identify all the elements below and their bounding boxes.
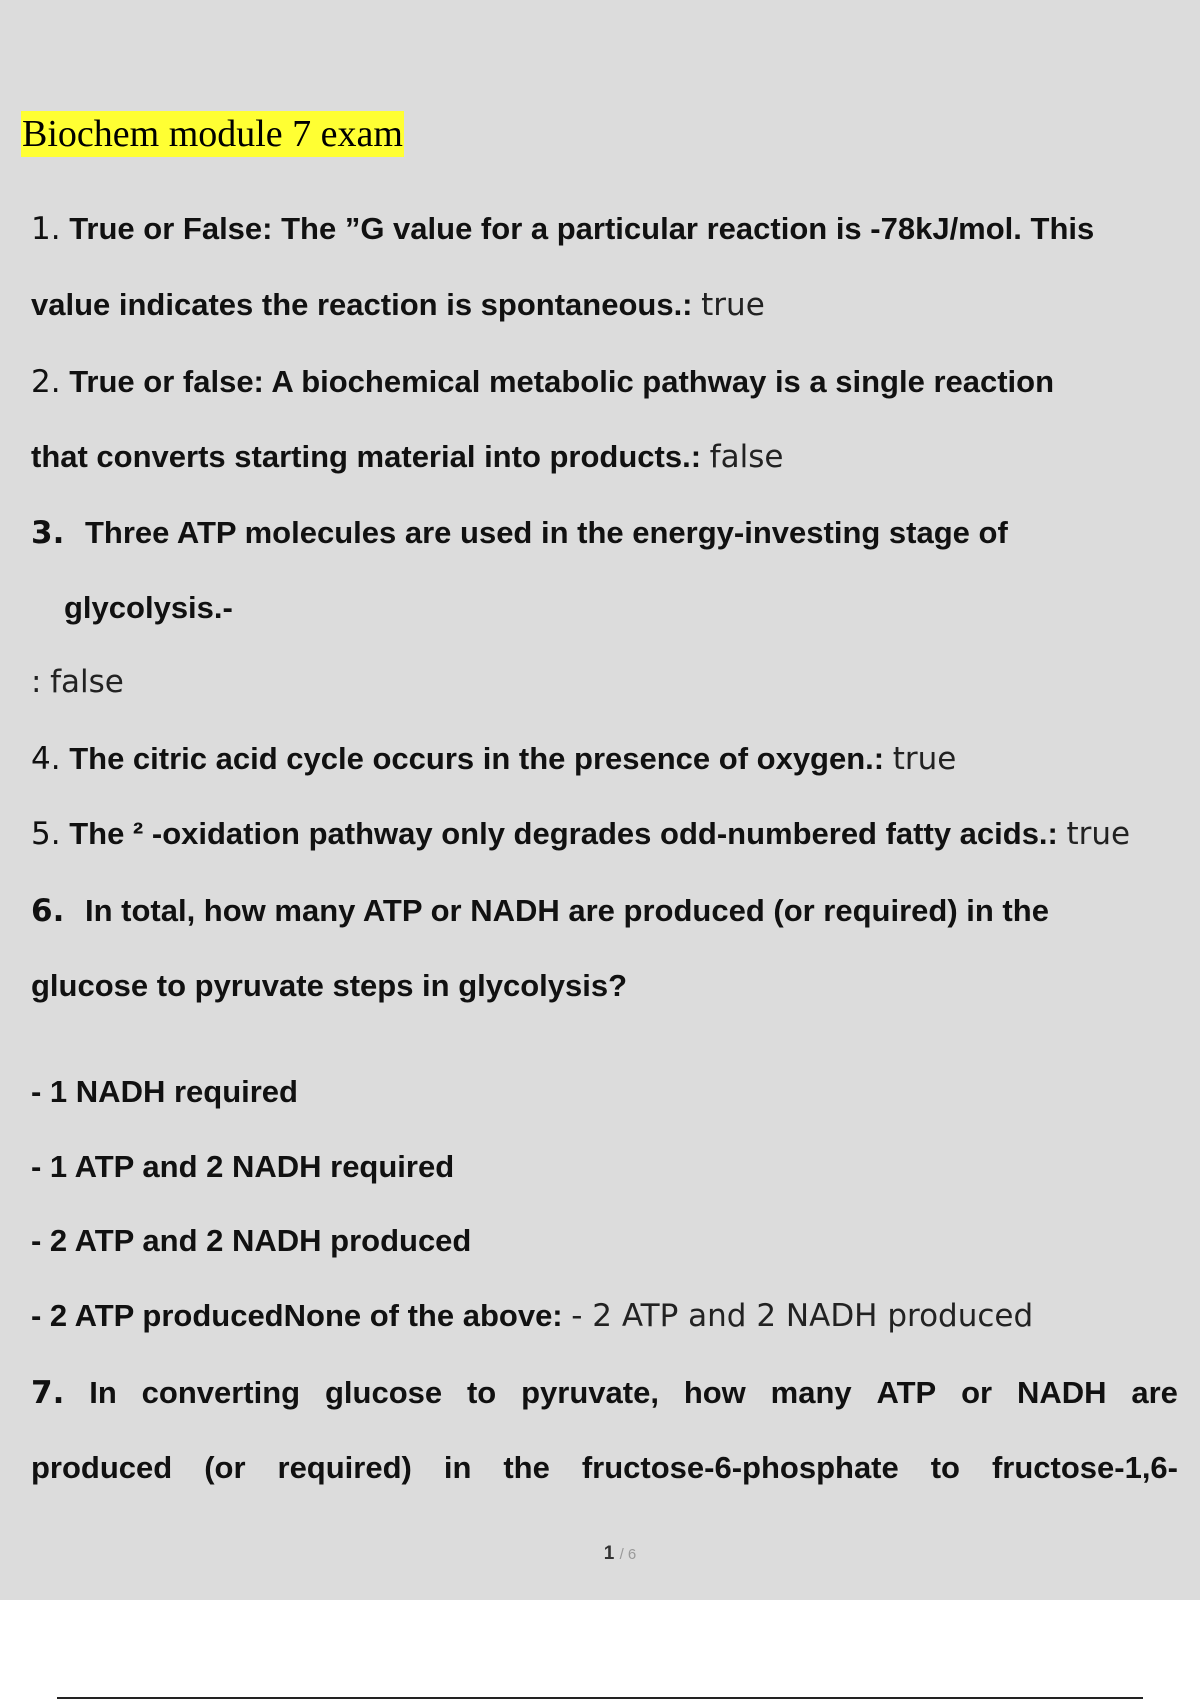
option-text: - 2 ATP producedNone of the above:	[31, 1298, 563, 1333]
question-5-answer: true	[1066, 816, 1131, 852]
q7-word: to	[466, 1375, 497, 1410]
question-2-text-2: that converts starting material into products.:	[31, 439, 702, 474]
question-7-number: 7.	[31, 1375, 65, 1411]
q7-word: how	[683, 1375, 746, 1410]
question-6-number: 6.	[31, 893, 65, 929]
q7-word: or	[961, 1375, 993, 1410]
question-2-line-2	[31, 439, 783, 475]
q7-word: (or	[204, 1450, 246, 1485]
q7-word: NADH	[1016, 1375, 1107, 1410]
question-6-line-2	[31, 968, 627, 1004]
q7-word: in	[443, 1450, 472, 1485]
document-title: Biochem module 7 exam	[22, 113, 403, 155]
q7-word: required)	[277, 1450, 412, 1485]
question-5-text: The ² -oxidation pathway only degrades odd-numbered fatty acids.:	[69, 816, 1058, 851]
q7-word: are	[1131, 1375, 1178, 1410]
question-2-line-1	[31, 364, 1054, 400]
question-7-line-1	[31, 1375, 1178, 1411]
question-4-number: 4.	[31, 741, 61, 777]
q7-word: produced	[31, 1450, 173, 1485]
question-6-option-3	[31, 1223, 471, 1259]
page-current: 1	[603, 1543, 615, 1564]
question-2-answer: false	[709, 439, 784, 475]
question-3-colon: :	[31, 664, 42, 700]
question-1-line-1	[31, 211, 1094, 247]
question-5-number: 5.	[31, 816, 61, 852]
q7-word: many	[770, 1375, 852, 1410]
question-2-text-1: True or false: A biochemical metabolic pathway is a single reaction	[69, 364, 1055, 399]
option-text: - 1 ATP and 2 NADH required	[31, 1149, 455, 1184]
question-3-answer: false	[50, 664, 124, 700]
question-4-answer: true	[892, 741, 957, 777]
question-1-number: 1.	[31, 211, 61, 247]
q7-word: converting	[141, 1375, 301, 1410]
q7-word: In	[89, 1375, 117, 1410]
question-3-text-1: Three ATP molecules are used in the energy-investing stage of	[84, 515, 1008, 550]
question-6-option-2	[31, 1149, 454, 1185]
option-text: - 1 NADH required	[31, 1074, 298, 1109]
question-6-option-1	[31, 1074, 298, 1110]
q7-word: glucose	[324, 1375, 443, 1410]
question-2-number: 2.	[31, 364, 61, 400]
question-1-text-2: value indicates the reaction is spontaneous.:	[31, 287, 693, 322]
question-1-answer: true	[701, 287, 765, 323]
question-6-answer: - 2 ATP and 2 NADH produced	[571, 1298, 1034, 1334]
q7-word: pyruvate,	[521, 1375, 659, 1410]
q7-word: fructose-1,6-	[991, 1450, 1178, 1485]
question-3-line-3	[31, 664, 124, 700]
question-6-option-4	[31, 1298, 1033, 1334]
question-3-number: 3.	[31, 515, 65, 551]
q7-word: fructose-6-phosphate	[581, 1450, 899, 1485]
question-5	[31, 816, 1130, 852]
question-7-line-2	[31, 1450, 1178, 1486]
question-4	[31, 741, 956, 777]
question-4-text: The citric acid cycle occurs in the presence of oxygen.:	[69, 741, 885, 776]
option-text: - 2 ATP and 2 NADH produced	[31, 1223, 472, 1258]
page-total: / 6	[619, 1546, 637, 1563]
footer-divider	[57, 1697, 1143, 1699]
page-indicator	[0, 1543, 1200, 1565]
question-6-text-2: glucose to pyruvate steps in glycolysis?	[31, 968, 628, 1003]
q7-word: the	[503, 1450, 550, 1485]
question-1-line-2	[31, 287, 765, 323]
question-3-line-2	[64, 590, 233, 626]
q7-word: to	[930, 1450, 960, 1485]
question-3-text-2: glycolysis.-	[64, 590, 233, 625]
q7-word: ATP	[876, 1375, 937, 1410]
question-3-line-1	[31, 515, 1008, 551]
question-6-text-1: In total, how many ATP or NADH are produced (or required) in the	[84, 893, 1049, 928]
question-6-line-1	[31, 893, 1049, 929]
question-1-text-1: True or False: The ”G value for a particular reaction is -78kJ/mol. This	[69, 211, 1095, 246]
